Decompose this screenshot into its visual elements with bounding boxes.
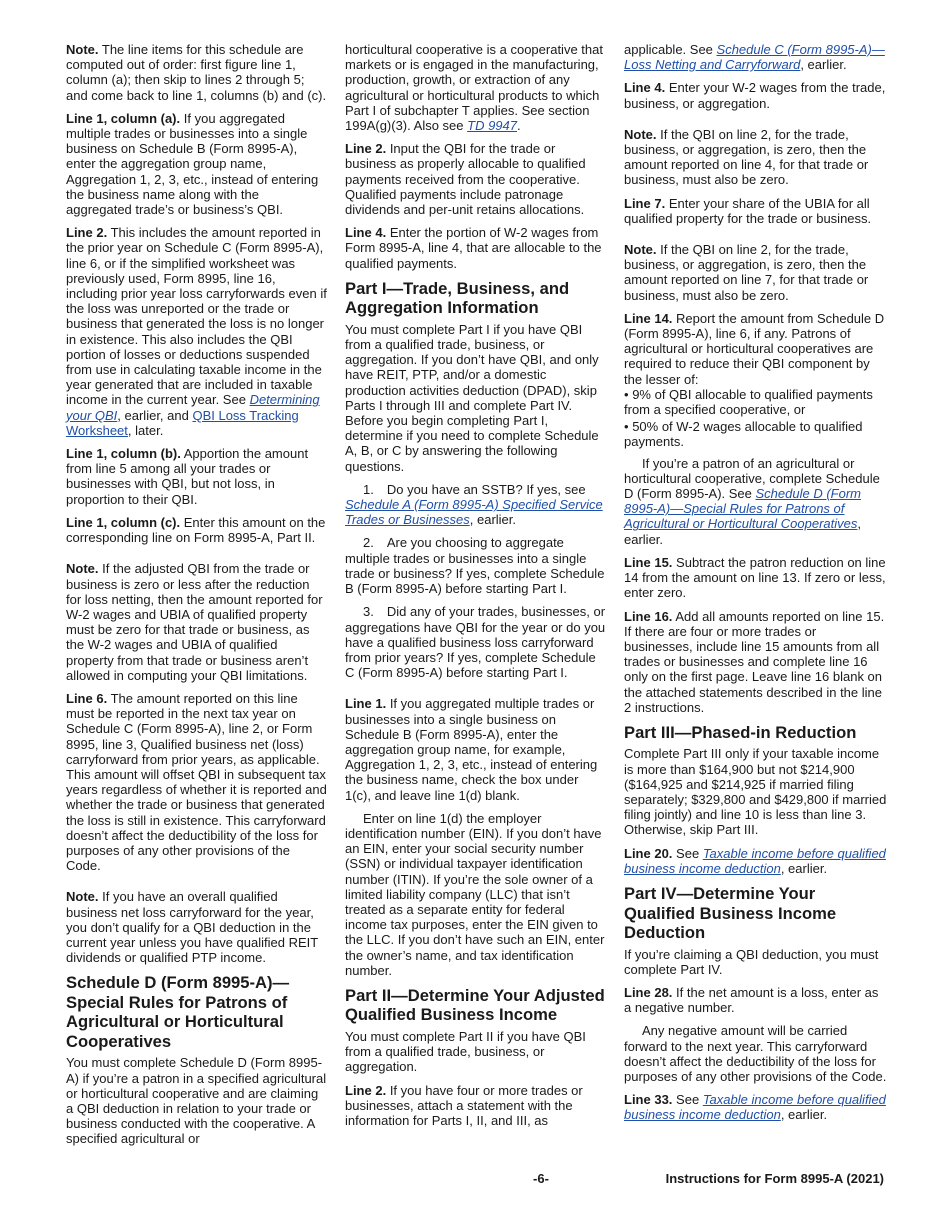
schedule-d-link[interactable]: Schedule D (Form 8995-A)—Special Rules for Patrons of Agricultural or Horticultural Cooperatives bbox=[624, 486, 861, 532]
part-3-heading: Part III—Phased-in Reduction bbox=[624, 722, 857, 742]
question-1: 1. Do you have an SSTB? If yes, see Schedule A (Form 8995-A) Specified Service Trades or Businesses, earlier. bbox=[345, 481, 603, 528]
question-2: 2. Are you choosing to aggregate multiple trades or businesses into a single trade or business? If yes, complete Schedule B (Form 8995-A) before starting Part I. bbox=[345, 535, 605, 597]
part-4-heading: Part IV—Determine Your Qualified Business Income Deduction bbox=[624, 884, 837, 943]
bullet-item: • 9% of QBI allocable to qualified payments from a specified cooperative, or bbox=[624, 386, 873, 418]
line-1a-paragraph: Line 1, column (a). If you aggregated multiple trades or businesses into a single business on Schedule B (Form 8995-A), enter the aggregation group name, Aggregation 1, 2, 3, etc., instead of entering the business name along with the aggregated trade’s or business’s QBI. bbox=[66, 110, 319, 218]
continuation-paragraph: applicable. See Schedule C (Form 8995-A)—Loss Netting and Carryforward, earlier. bbox=[624, 42, 885, 73]
line-33-paragraph: Line 33. See Taxable income before qualified business income deduction, earlier. bbox=[624, 1092, 886, 1123]
line-6-paragraph: Line 6. The amount reported on this line must be reported in the next tax year on Schedule C (Form 8995-A), line 2, or Form 8995, line 3, Qualified business net (loss) carryforward from prior years, as applicable. This amount will offset QBI in subsequent tax years regardless of whether it is reported and whether the trade or business that generated the loss is still in existence. This carryforward doesn’t affect the deductibility of the loss for purposes of any other provisions of the Code. bbox=[66, 690, 327, 874]
bullet-item: • 50% of W-2 wages allocable to qualified payments. bbox=[624, 419, 863, 450]
schedule-d-heading: Schedule D (Form 8995-A)—Special Rules for Patrons of Agricultural or Horticultural Cooperatives bbox=[66, 973, 290, 1051]
part-3-paragraph: Complete Part III only if your taxable income is more than $164,900 but not $214,900 ($164,925 and $214,925 if married filing separately; $329,800 and $429,800 if married filing jointly) and line 10 is less than line 3. Otherwise, skip Part III. bbox=[624, 746, 887, 838]
line-1c-paragraph: Line 1, column (c). Enter this amount on the corresponding line on Form 8995-A, Part II. bbox=[66, 514, 326, 546]
schedule-a-link[interactable]: Schedule A (Form 8995-A) Specified Service Trades or Businesses bbox=[345, 497, 603, 528]
patron-paragraph: If you’re a patron of an agricultural or horticultural cooperative, complete Schedule D (Form 8995-A). See Schedule D (Form 8995-A)—Special Rules for Patrons of Agricultural or Horticultural Cooperatives, earlier. bbox=[624, 455, 880, 547]
line-1-paragraph: Line 1. If you aggregated multiple trades or businesses into a single business on Schedule B (Form 8995-A), enter the aggregation group name, for example, Aggregation 1, 2, 3, etc., instead of entering the business name, check the box under 1(c), and leave line 1(d) blank. bbox=[345, 696, 598, 803]
part-2-heading: Part II—Determine Your Adjusted Qualified Business Income bbox=[345, 985, 605, 1025]
note-paragraph: Note. If you have an overall qualified business net loss carryforward for the year, you don’t qualify for a QBI deduction in the current year unless you have qualified REIT dividends or qualified PTP income. bbox=[66, 889, 318, 966]
line-14-paragraph: Line 14. Report the amount from Schedule D (Form 8995-A), line 6, if any. Patrons of agricultural or horticultural cooperatives are required to reduce their QBI component by the lesser of: bbox=[624, 310, 885, 387]
line-15-paragraph: Line 15. Subtract the patron reduction on line 14 from the amount on line 13. If zero or less, enter zero. bbox=[624, 554, 886, 601]
schedule-c-link[interactable]: Schedule C (Form 8995-A)—Loss Netting and Carryforward bbox=[624, 42, 885, 73]
part-4-paragraph: If you’re claiming a QBI deduction, you must complete Part IV. bbox=[624, 946, 879, 977]
part-1-paragraph: You must complete Part I if you have QBI from a qualified trade, business, or aggregation. If you don’t have QBI, and only have REIT, PTP, and/or a domestic production activities deduction (DPAD), skip Parts I through III and complete Part IV. Before you begin completing Part I, determine if you need to complete Schedule A, B, or C by answering the following questions. bbox=[345, 321, 599, 474]
column-2 bbox=[345, 42, 607, 1136]
taxable-income-link[interactable]: Taxable income before qualified business income deduction bbox=[624, 845, 886, 876]
line-7-paragraph: Line 7. Enter your share of the UBIA for all qualified property for the trade or business. bbox=[624, 195, 872, 226]
determining-qbi-link[interactable]: Determining your QBI bbox=[66, 392, 320, 423]
line-4-paragraph: Line 4. Enter the portion of W-2 wages from Form 8995-A, line 4, that are allocable to the qualified payments. bbox=[345, 225, 602, 271]
line-20-paragraph: Line 20. See Taxable income before qualified business income deduction, earlier. bbox=[624, 845, 886, 876]
part-1-heading: Part I—Trade, Business, and Aggregation Information bbox=[345, 278, 570, 318]
qbi-loss-tracking-link[interactable]: QBI Loss Tracking Worksheet bbox=[66, 407, 299, 438]
footer-title: Instructions for Form 8995-A (2021) bbox=[665, 1171, 884, 1186]
line-2-paragraph: Line 2. This includes the amount reported in the prior year on Schedule C (Form 8995-A), line 6, or if the simplified worksheet was previously used, Form 8995, line 16, including prior year loss carryforwards even if the loss was unreported or the trade or business that generated the loss is no longer in existence. This also includes the QBI portion of losses or deductions suspended from use in calculating taxable income in the year generated that are included in taxable income in the current year. See Determining your QBI, earlier, and QBI Loss Tracking Worksheet, later. bbox=[66, 225, 327, 438]
line-28-paragraph: Line 28. If the net amount is a loss, enter as a negative number. bbox=[624, 984, 879, 1016]
line-4-paragraph: Line 4. Enter your W-2 wages from the trade, business, or aggregation. bbox=[624, 80, 886, 111]
note-paragraph: Note. If the QBI on line 2, for the trade, business, or aggregation, is zero, then the amount reported on line 4, for that trade or business, must also be zero. bbox=[624, 126, 869, 188]
taxable-income-link[interactable]: Taxable income before qualified business income deduction bbox=[624, 1092, 886, 1123]
note-paragraph: Note. The line items for this schedule are computed out of order: first figure line 1, column (a); then skip to lines 2 through 5; and come back to line 1, columns (b) and (c). bbox=[66, 42, 327, 103]
ein-paragraph: Enter on line 1(d) the employer identification number (EIN). If you don’t have an EIN, enter your social security number (SSN) or individual taxpayer identification number (ITIN). If you’re the sole owner of a limited liability company (LLC) that isn’t treated as a separate entity for federal income tax purposes, enter the EIN given to the LLC. If you don’t have such an EIN, enter the owner’s name, and tax identification number. bbox=[345, 810, 605, 978]
carryforward-paragraph: Any negative amount will be carried forward to the next year. This carryforward doesn’t affect the deductibility of the loss for purposes of any other provisions of the Code. bbox=[624, 1023, 887, 1084]
note-paragraph: Note. If the QBI on line 2, for the trade, business, or aggregation, is zero, then the amount reported on line 7, for that trade or business, must also be zero. bbox=[624, 242, 869, 303]
question-3: 3. Did any of your trades, businesses, or aggregations have QBI for the year or do you have a qualified business loss carryforward from prior years? If yes, complete Schedule C (Form 8995-A) before starting Part I. bbox=[345, 604, 606, 681]
line-16-paragraph: Line 16. Add all amounts reported on line 15. If there are four or more trades or businesses, include line 15 amounts from all trades or businesses and complete line 16 only on the first page. Leave line 16 blank on the attached statements described in the line 2 instructions. bbox=[624, 608, 885, 715]
page-number: -6- bbox=[533, 1171, 549, 1186]
note-paragraph: Note. If the adjusted QBI from the trade or business is zero or less after the reduction for loss netting, then the amount reported for W-2 wages and UBIA of qualified property must be zero for that trade or business, as the W-2 wages and UBIA of qualified property from that trade or business aren’t allowed in computing your QBI limitations. bbox=[66, 561, 323, 683]
column-3 bbox=[624, 42, 888, 1131]
line-2-paragraph: Line 2. Input the QBI for the trade or business as properly allocable to qualified payments received from the cooperative. Qualified payments include patronage dividends and per-unit retains allocations. bbox=[345, 141, 586, 218]
part-2-paragraph: You must complete Part II if you have QBI from a qualified trade, business, or aggregation. bbox=[345, 1028, 586, 1075]
td-9947-link[interactable]: TD 9947 bbox=[467, 118, 518, 134]
column-1 bbox=[66, 42, 328, 1155]
bullet-dot-icon: • bbox=[624, 419, 629, 435]
bullet-dot-icon: • bbox=[624, 386, 629, 402]
continuation-paragraph: horticultural cooperative is a cooperative that markets or is engaged in the manufacturing, production, growth, or extraction of any agricultural or horticultural products to which Part I of subchapter T applies. See section 199A(g)(3). Also see TD 9947. bbox=[345, 42, 603, 134]
line-2-paragraph: Line 2. If you have four or more trades or businesses, attach a statement with the information for Parts I, II, and III, as bbox=[345, 1082, 583, 1128]
line-1b-paragraph: Line 1, column (b). Apportion the amount from line 5 among all your trades or businesses with QBI, but not loss, in proportion to their QBI. bbox=[66, 446, 309, 507]
schedule-d-paragraph: You must complete Schedule D (Form 8995-A) if you’re a patron in a specified agricultural or horticultural cooperative and are claiming a QBI deduction in relation to your trade or business conducted with the cooperative. A specified agricultural or bbox=[66, 1055, 327, 1147]
